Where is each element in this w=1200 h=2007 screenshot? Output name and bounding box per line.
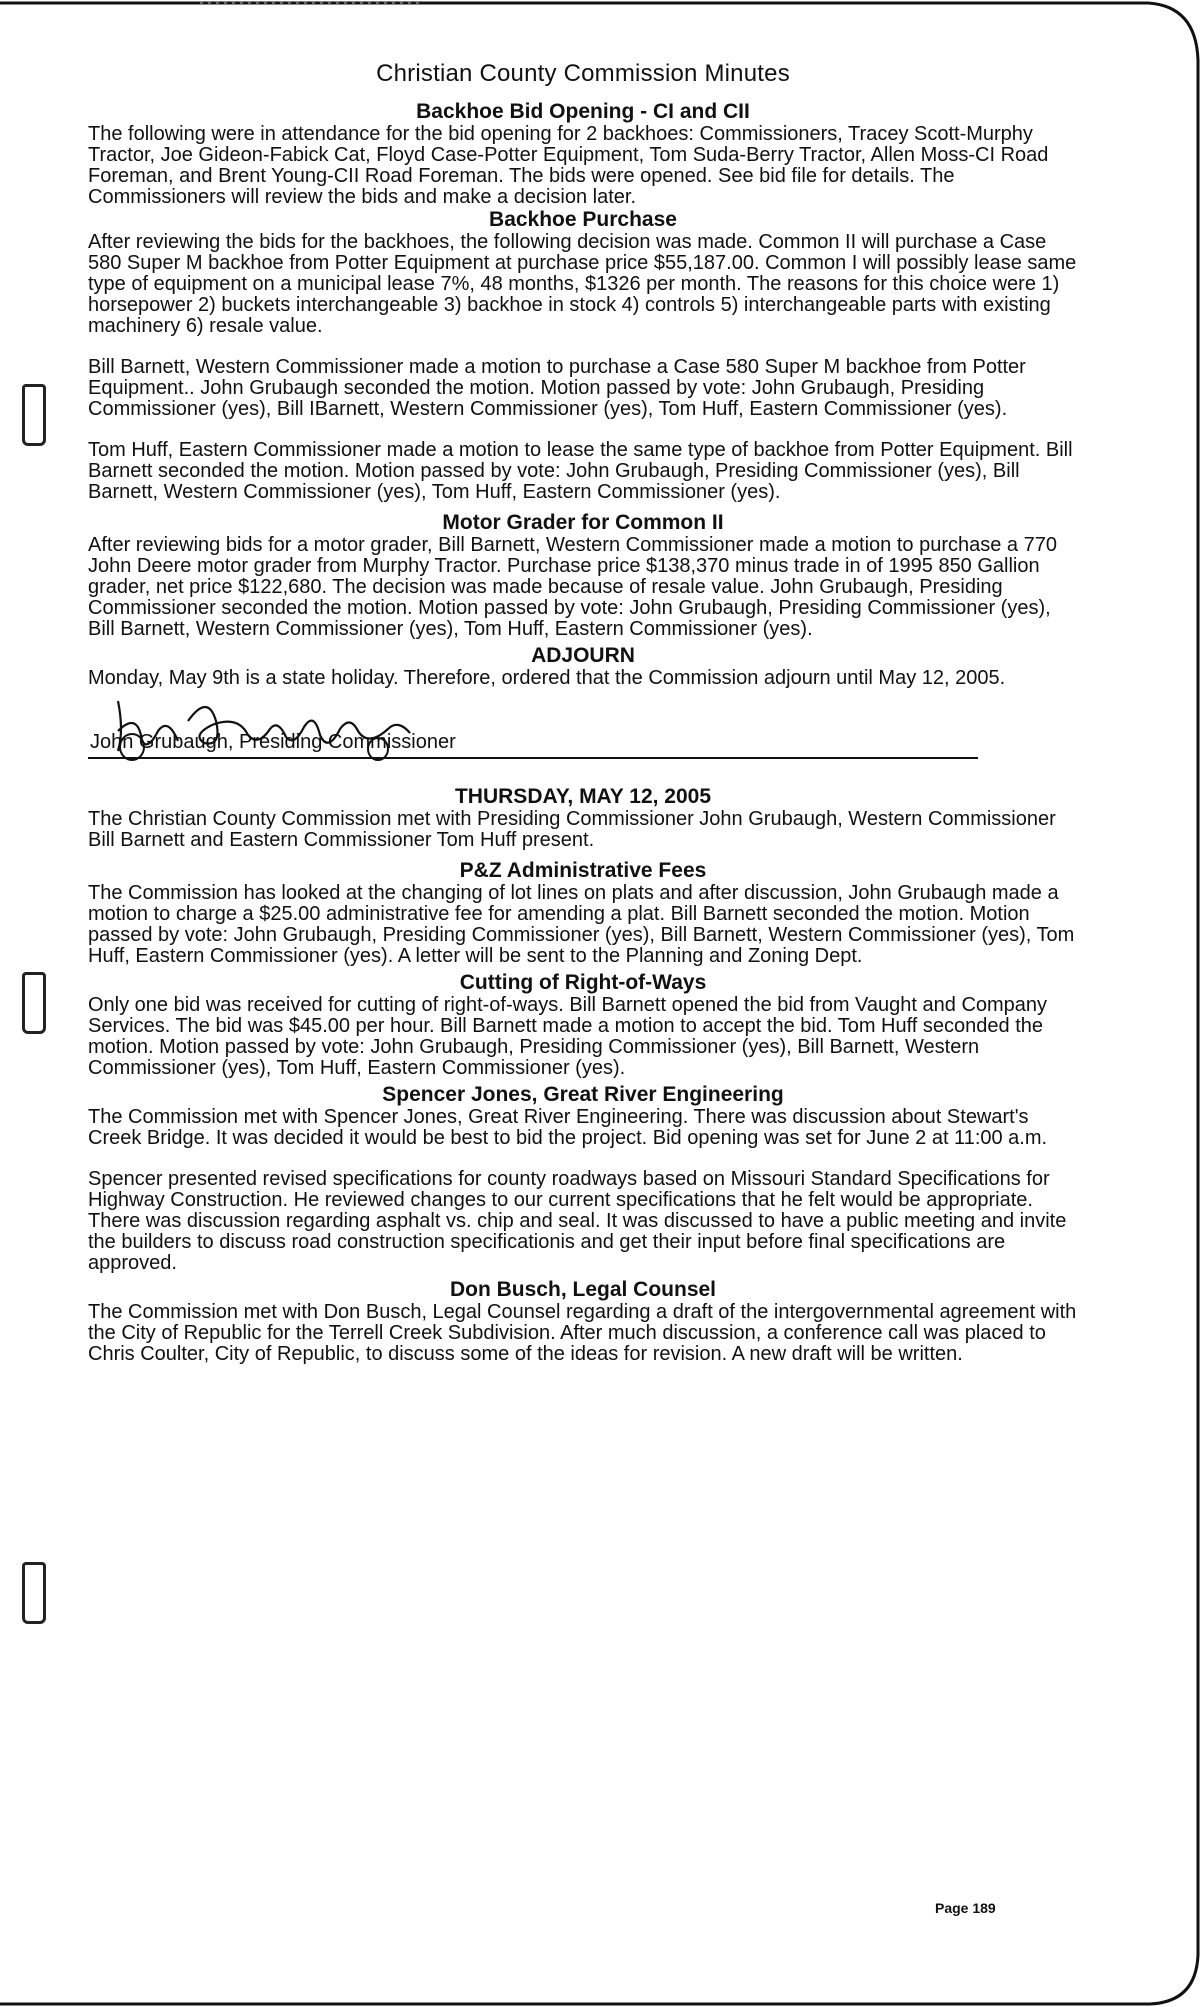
paragraph-backhoe-motion-lease: Tom Huff, Eastern Commissioner made a motion to lease the same type of backhoe from Potter Equipment. Bill Barnett seconded the motion. Motion passed by vote: John Grubaugh, Presiding Commissioner (yes), Bill Barnett, Western Commissioner (yes), Tom Huff, Eastern Commissioner (yes). <box>88 439 1073 503</box>
binder-hole-bottom <box>22 1562 46 1624</box>
paragraph-bid-opening: The following were in attendance for the bid opening for 2 backhoes: Commissioners, Tracey Scott-Murphy Tractor, Joe Gideon-Fabick Cat, Floyd Case-Potter Equipment, Tom Suda-Berry Tractor, Allen Moss-CI Road Foreman, and Brent Young-CII Road Foreman. The bids were opened. See bid file for details. The Commissioners will review the bids and make a decision later. <box>88 123 1049 208</box>
minutes-document <box>88 60 1078 1365</box>
paragraph-pz-fees: The Commission has looked at the changing of lot lines on plats and after discussion, John Grubaugh made a motion to charge a $25.00 administrative fee for amending a plat. Bill Barnett seconded the motion. Motion passed by vote: John Grubaugh, Presiding Commissioner (yes), Bill Barnett, Western Commissioner (yes), Tom Huff, Eastern Commissioner (yes). A letter will be sent to the Planning and Zoning Dept. <box>88 882 1075 967</box>
paragraph-backhoe-motion-purchase: Bill Barnett, Western Commissioner made a motion to purchase a Case 580 Super M backhoe from Potter Equipment.. John Grubaugh seconded the motion. Motion passed by vote: John Grubaugh, Presiding Commissioner (yes), Bill IBarnett, Western Commissioner (yes), Tom Huff, Eastern Commissioner (yes). <box>88 356 1026 420</box>
signature-caption: John Grubaugh, Presiding Commissioner <box>90 731 456 753</box>
signature-block <box>88 691 1078 775</box>
section-heading-thursday: THURSDAY, MAY 12, 2005 <box>454 785 712 808</box>
section-heading-backhoe-bid-opening: Backhoe Bid Opening - CI and CII <box>416 100 750 123</box>
paragraph-motor-grader: After reviewing bids for a motor grader, Bill Barnett, Western Commissioner made a motion to purchase a 770 John Deere motor grader from Murphy Tractor. Purchase price $138,370 minus trade in of 1995 850 Gallion grader, net price $122,680. The decision was made because of resale value. John Grubaugh, Presiding Commissioner seconded the motion. Motion passed by vote: John Grubaugh, Presiding Commissioner (yes), Bill Barnett, Western Commissioner (yes), Tom Huff, Eastern Commissioner (yes). <box>88 534 1057 640</box>
section-heading-motor-grader: Motor Grader for Common II <box>442 511 724 534</box>
section-heading-backhoe-purchase: Backhoe Purchase <box>489 208 677 231</box>
binder-hole-middle <box>22 972 46 1034</box>
paragraph-right-of-ways: Only one bid was received for cutting of right-of-ways. Bill Barnett opened the bid from Vaught and Company Services. The bid was $45.00 per hour. Bill Barnett made a motion to accept the bid. Tom Huff seconded the motion. Motion passed by vote: John Grubaugh, Presiding Commissioner (yes), Bill Barnett, Western Commissioner (yes), Tom Huff, Eastern Commissioner (yes). <box>88 994 1048 1079</box>
section-heading-right-of-ways: Cutting of Right-of-Ways <box>459 971 707 994</box>
page-number: Page 189 <box>935 1900 996 1916</box>
paragraph-legal-counsel: The Commission met with Don Busch, Legal Counsel regarding a draft of the intergovernmental agreement with the City of Republic for the Terrell Creek Subdivision. After much discussion, a conference call was placed to Chris Coulter, City of Republic, to discuss some of the ideas for revision. A new draft will be written. <box>88 1301 1077 1365</box>
section-heading-adjourn: ADJOURN <box>531 644 635 667</box>
section-heading-spencer-jones: Spencer Jones, Great River Engineering <box>382 1083 784 1106</box>
paragraph-road-specifications: Spencer presented revised specifications for county roadways based on Missouri Standard Specifications for Highway Construction. He reviewed changes to our current specifications that he felt would be appropriate. There was discussion regarding asphalt vs. chip and seal. It was discussed to have a public meeting and invite the builders to discuss road construction specificationis and get their input before final specifications are approved. <box>88 1168 1067 1274</box>
section-heading-don-busch: Don Busch, Legal Counsel <box>449 1278 717 1301</box>
paragraph-adjourn: Monday, May 9th is a state holiday. Therefore, ordered that the Commission adjourn until May 12, 2005. <box>88 667 1006 689</box>
paragraph-attendance: The Christian County Commission met with Presiding Commissioner John Grubaugh, Western Commissioner Bill Barnett and Eastern Commissioner Tom Huff present. <box>88 808 1056 851</box>
document-title: Christian County Commission Minutes <box>376 60 790 87</box>
section-heading-pz-fees: P&Z Administrative Fees <box>459 859 707 882</box>
paragraph-backhoe-decision: After reviewing the bids for the backhoes, the following decision was made. Common II will purchase a Case 580 Super M backhoe from Potter Equipment at purchase price $55,187.00. Common I will possibly lease same type of equipment on a municipal lease 7%, 48 months, $1326 per month. The reasons for this choice were 1) horsepower 2) buckets interchangeable 3) backhoe in stock 4) controls 5) interchangeable parts with existing machinery 6) resale value. <box>88 231 1077 337</box>
signature-line <box>88 757 978 759</box>
paragraph-stewarts-creek: The Commission met with Spencer Jones, Great River Engineering. There was discussion about Stewart's Creek Bridge. It was decided it would be best to bid the project. Bid opening was set for June 2 at 11:00 a.m. <box>88 1106 1048 1149</box>
binder-hole-top <box>22 384 46 446</box>
